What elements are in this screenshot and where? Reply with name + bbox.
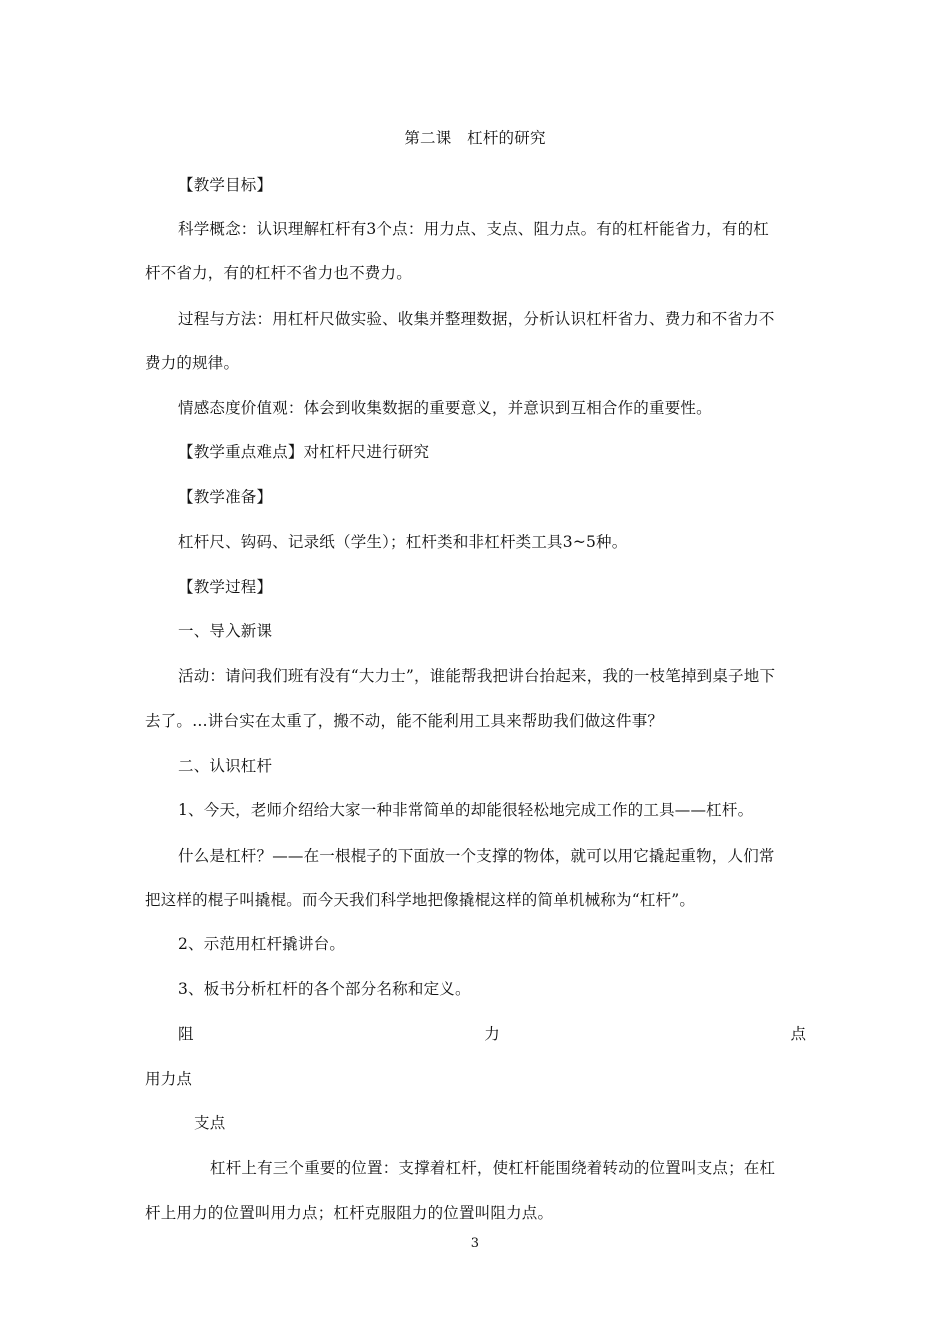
- what-is-lever-line-1: 什么是杠杆？——在一根棍子的下面放一个支撑的物体，就可以用它撬起重物，人们常: [178, 847, 775, 865]
- resistance-char-2: 力: [484, 1025, 500, 1043]
- process-line-2: 费力的规律。: [145, 354, 240, 372]
- section-2-heading: 二、认识杠杆: [178, 757, 273, 775]
- page-title: 第二课 杠杆的研究: [404, 129, 546, 147]
- what-is-lever-line-2: 把这样的棍子叫撬棍。而今天我们科学地把像撬棍这样的简单机械称为“杠杆”。: [145, 891, 696, 909]
- page-number: 3: [470, 1236, 480, 1251]
- activity-line-1: 活动：请问我们班有没有“大力士”，谁能帮我把讲台抬起来，我的一枝笔掉到桌子地下: [178, 667, 776, 685]
- process-line-1: 过程与方法：用杠杆尺做实验、收集并整理数据，分析认识杠杆省力、费力和不省力不: [178, 310, 775, 328]
- effort-point-label: 用力点: [145, 1070, 193, 1088]
- resistance-char-1: 阻: [178, 1025, 194, 1043]
- activity-line-2: 去了。…讲台实在太重了，搬不动，能不能利用工具来帮助我们做这件事？: [145, 712, 664, 730]
- prep-text: 杠杆尺、钩码、记录纸（学生）；杠杆类和非杠杆类工具3~5种。: [178, 533, 628, 551]
- concept-line-2: 杆不省力，有的杠杆不省力也不费力。: [145, 264, 412, 282]
- process-heading: 【教学过程】: [178, 578, 273, 596]
- fulcrum-label: 支点: [194, 1114, 226, 1132]
- concept-line-1: 科学概念：认识理解杠杆有3个点：用力点、支点、阻力点。有的杠杆能省力，有的杠: [178, 220, 769, 238]
- section-1-heading: 一、导入新课: [178, 622, 273, 640]
- item-3-line: 3、板书分析杠杆的各个部分名称和定义。: [178, 980, 471, 998]
- objectives-heading: 【教学目标】: [178, 176, 273, 194]
- attitude-line: 情感态度价值观：体会到收集数据的重要意义，并意识到互相合作的重要性。: [178, 399, 712, 417]
- item-1-line: 1、今天，老师介绍给大家一种非常简单的却能很轻松地完成工作的工具——杠杆。: [178, 801, 754, 819]
- item-2-line: 2、示范用杠杆撬讲台。: [178, 935, 346, 953]
- definition-line-1: 杠杆上有三个重要的位置：支撑着杠杆，使杠杆能围绕着转动的位置叫支点；在杠: [210, 1159, 776, 1177]
- resistance-point-label: [178, 1023, 806, 1045]
- resistance-char-3: 点: [790, 1025, 806, 1043]
- key-points-line: 【教学重点难点】对杠杆尺进行研究: [178, 443, 430, 461]
- prep-heading: 【教学准备】: [178, 488, 273, 506]
- definition-line-2: 杆上用力的位置叫用力点；杠杆克服阻力的位置叫阻力点。: [145, 1204, 554, 1222]
